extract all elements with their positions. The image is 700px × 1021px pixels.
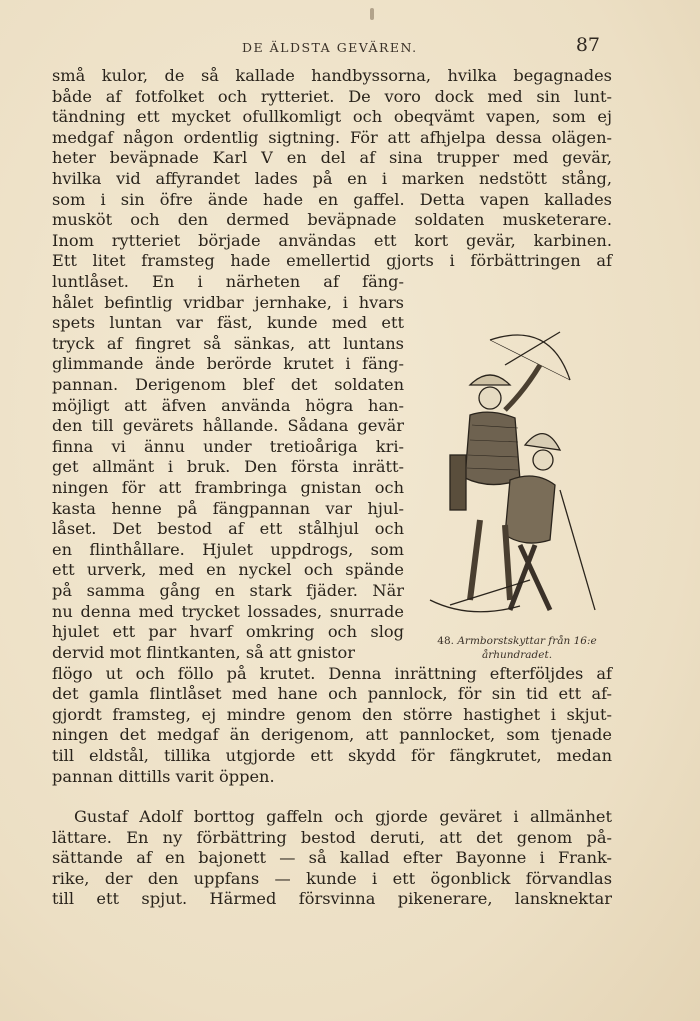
text-line: hvilka vid affyrandet lades på en i marken nedstött stång, [52,168,612,188]
text-line: möjligt att äfven använda högra han- [52,395,404,415]
text-line: ningen det medgaf än derigenom, att pannlocket, som tjenade [52,725,612,745]
text-line: Gustaf Adolf borttog gaffeln och gjorde geväret i allmänhet [74,807,612,826]
text-line: små kulor, de så kallade handbyssorna, hvilka begagnades [52,66,612,85]
text-line: Inom rytteriet började användas ett kort gevär, karbinen. [52,230,612,250]
text-line: hjulet ett par hvarf omkring och slog [52,622,404,642]
text-line: som i sin öfre ände hade en gaffel. Detta vapen kallades [52,189,612,209]
kettle-hat [470,375,510,385]
text-line: till ett spjut. Härmed försvinna pikenerare, lansknektar [52,889,612,909]
page-number: 87 [575,34,600,56]
text-line: nu denna med trycket lossades, snurrade [52,601,404,621]
text-line: både af fotfolket och rytteriet. De voro dock med sin lunt- [52,86,612,106]
text-line: kasta henne på fängpannan var hjul- [52,498,404,518]
text-line: spets luntan var fäst, kunde med ett [52,313,404,333]
text-line: finna vi ännu under tretioåriga kri- [52,436,404,456]
paragraph-1-wrap [52,272,404,643]
text-line: dervid mot flintkanten, så att gnistor [52,643,356,662]
ink-smudge [370,8,374,20]
text-line: till eldstål, tillika utgjorde ett skydd för fängkrutet, medan [52,745,612,765]
text-line: ningen för att frambringa gnistan och [52,477,404,497]
text-line: get allmänt i bruk. Den första inrätt- [52,457,404,477]
text-line: det gamla flintlåset med hane och pannlock, för sin tid ett af- [52,684,612,704]
raised-arm [505,365,540,410]
text-line: tryck af fingret så sänkas, att luntans [52,333,404,353]
front-head [533,450,553,470]
text-line: Ett litet framsteg hade emellertid gjorts i förbättringen af [52,251,612,271]
caption-line-1: Armborstskyttar från 16:e [457,635,597,647]
text-line: låset. Det bestod af ett stålhjul och [52,519,404,539]
mail-torso [465,412,520,484]
text-line: en flinthållare. Hjulet uppdrogs, som [52,539,404,559]
crossbow-bow [490,335,570,380]
text-line: gjordt framsteg, ej mindre genom den större hastighet i skjut- [52,704,612,724]
quiver [450,455,466,510]
text-line: pannan. Derigenom blef det soldaten [52,374,404,394]
text-line: ett urverk, med en nyckel och spände [52,560,404,580]
figure-caption [412,634,622,662]
paragraph-2 [52,807,612,910]
figure-number: 48. [437,635,454,647]
front-torso [505,476,555,543]
text-line: musköt och den dermed beväpnade soldaten musketerare. [52,210,612,230]
text-line: rike, der den uppfans — kunde i ett ögonblick förvandlas [52,868,612,888]
text-line: medgaf någon ordentlig sigtning. För att afhjelpa dessa olägen- [52,127,612,147]
page-header [52,36,600,60]
text-line: lättare. En ny förbättring bestod deruti, att det genom på- [52,827,612,847]
caption-line-2: århundradet. [481,649,553,661]
text-line: luntlåset. En i närheten af fäng- [52,272,404,291]
paragraph-1-top [52,66,612,272]
text-line: glimmande ände berörde krutet i fäng- [52,354,404,374]
text-line: tändning ett mycket ofullkomligt och obeqvämt vapen, som ej [52,107,612,127]
text-line: hålet befintlig vridbar jernhake, i hvars [52,292,404,312]
text-line: på samma gång en stark fjäder. När [52,580,404,600]
text-line: pannan dittills varit öppen. [52,766,275,786]
staff [560,490,595,610]
text-line: den till gevärets hållande. Sådana gevär [52,416,404,436]
bowstring [490,340,570,380]
running-head: DE ÄLDSTA GEVÄREN. [242,40,418,55]
paragraph-1-bottom [52,643,612,787]
crossbowmen-illustration [410,320,610,620]
text-line: heter beväpnade Karl V en del af sina trupper med gevär, [52,148,612,168]
front-legs [510,545,550,610]
text-line: sättande af en bajonett — så kallad efter Bayonne i Frank- [52,848,612,868]
ground-bow [430,600,520,612]
text-line: flögo ut och föllo på krutet. Denna inrättning efterföljdes af [52,663,612,683]
head [479,387,501,409]
front-helmet [525,434,560,450]
